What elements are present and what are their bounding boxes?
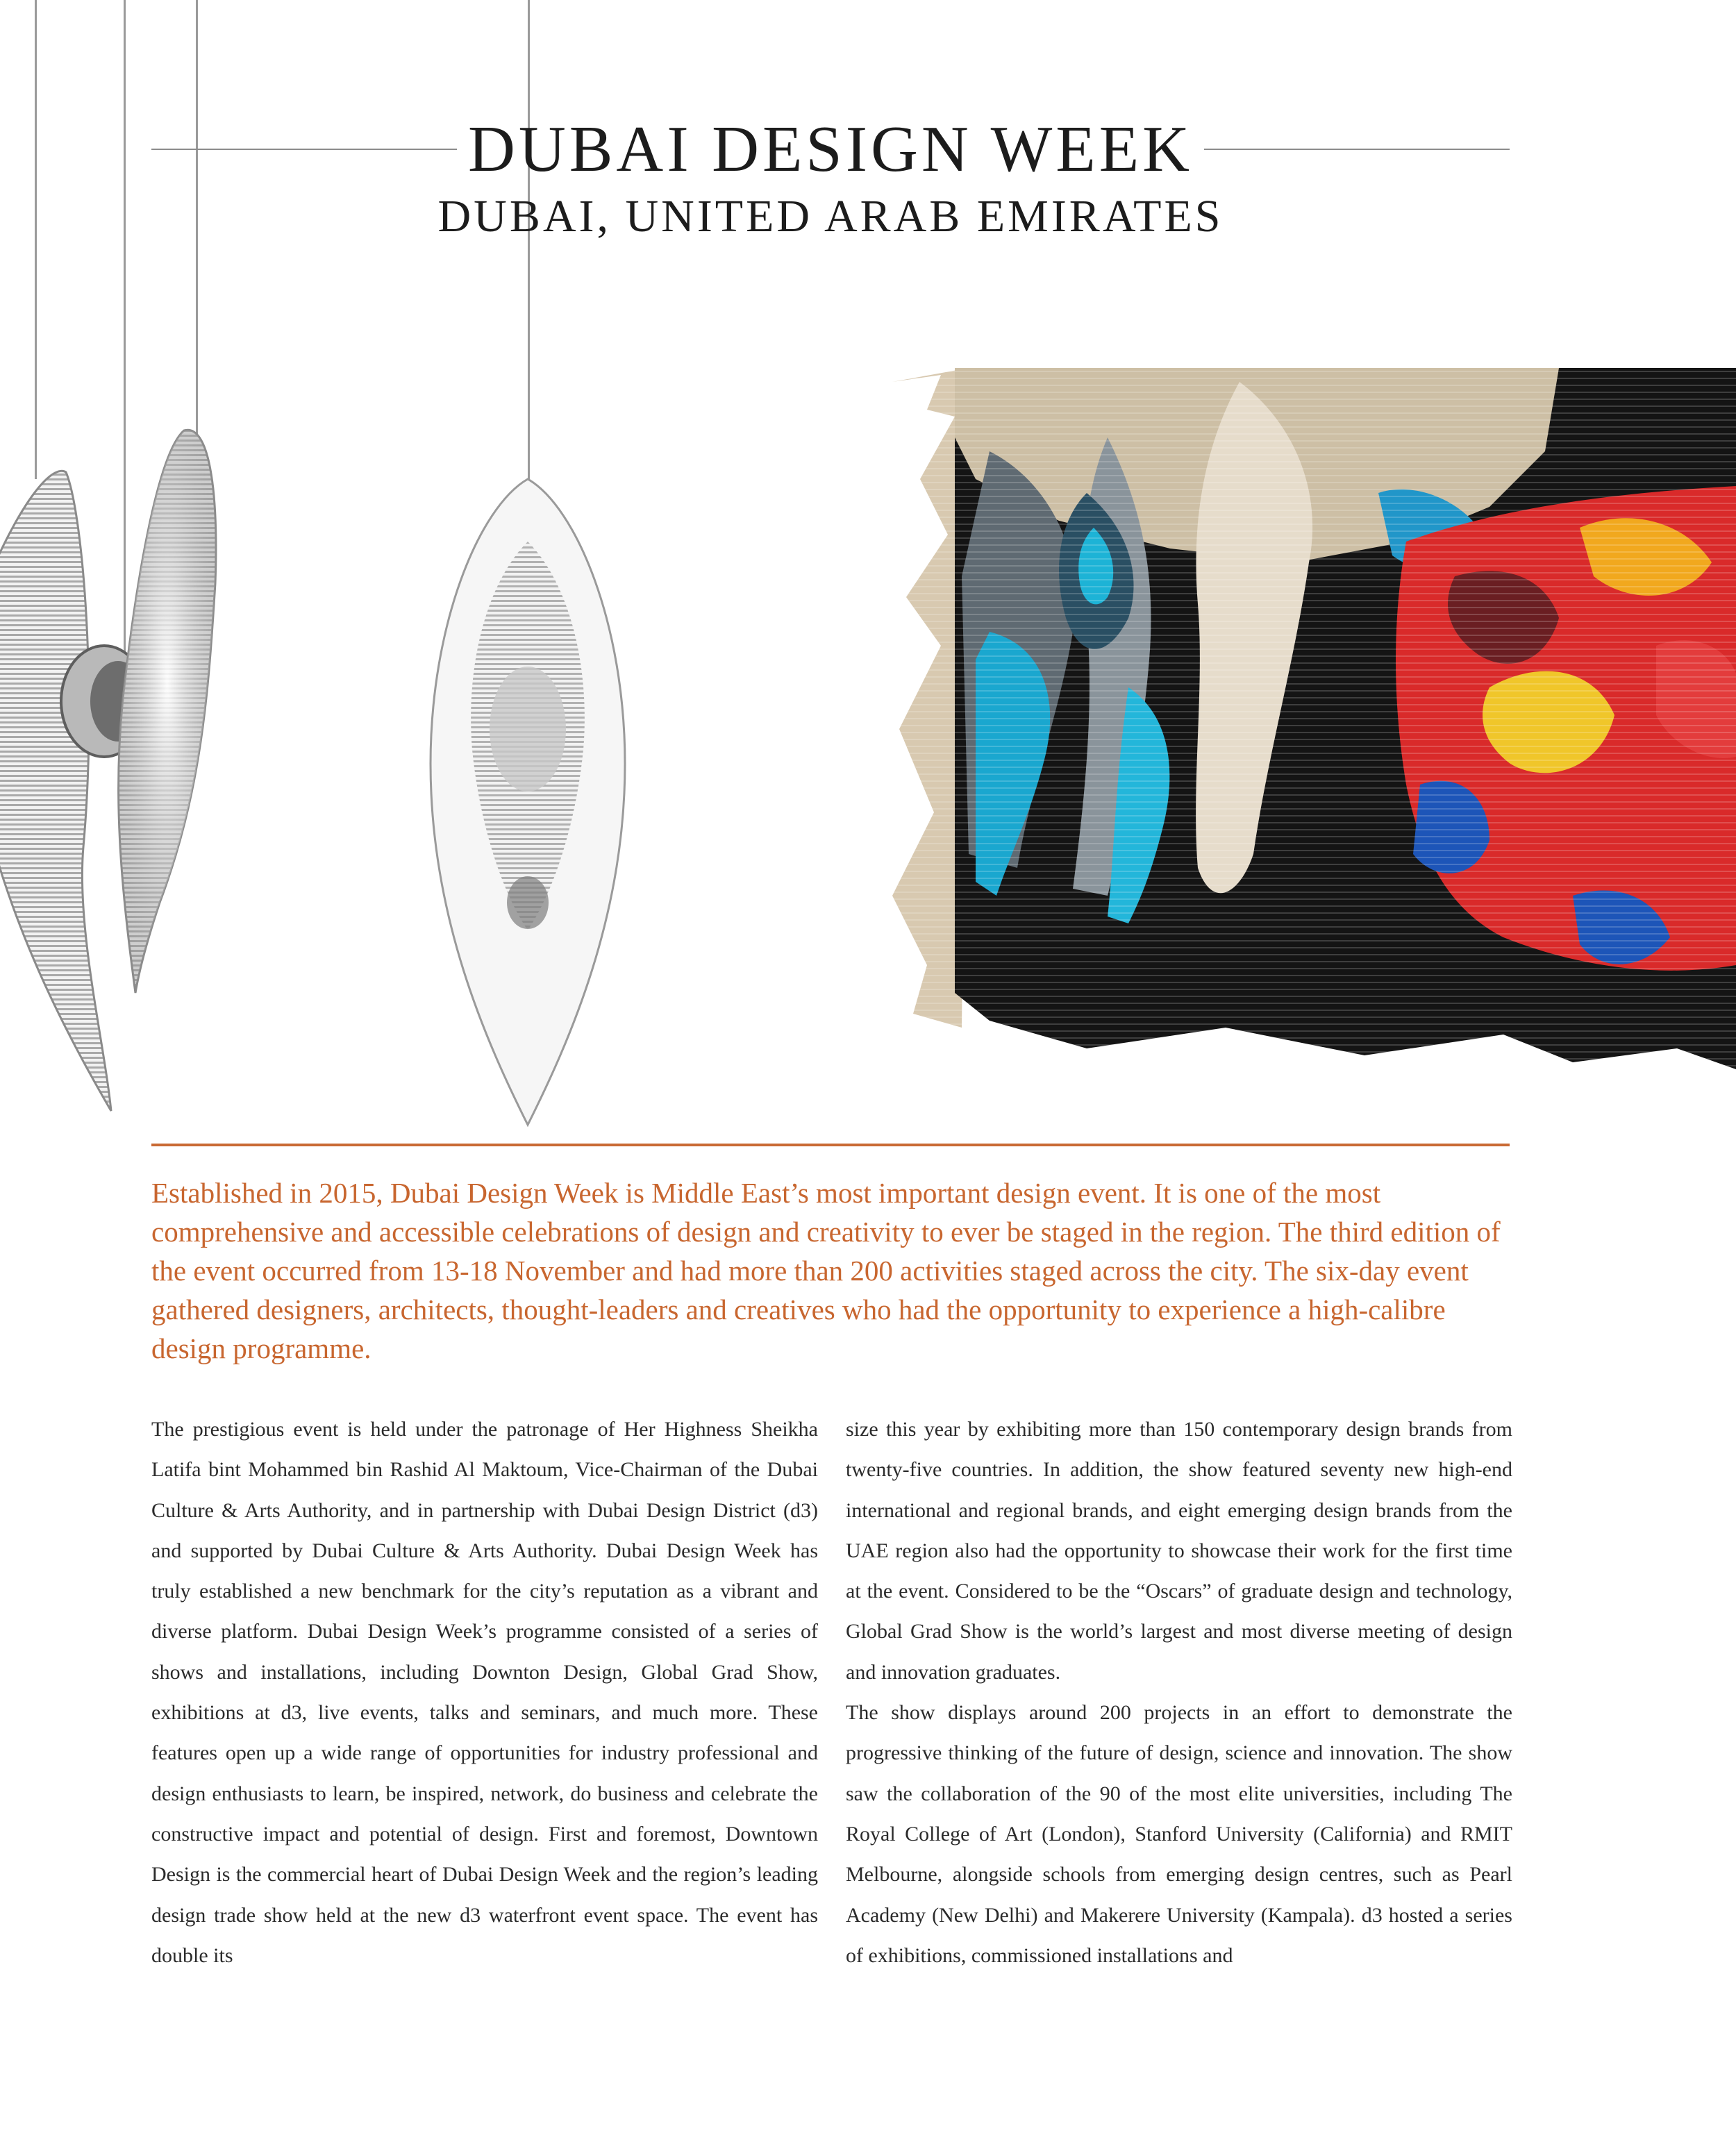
body-paragraph: The prestigious event is held under the patronage of Her Highness Sheikha Latifa bint Mohammed bin Rashid Al Maktoum, Vice-Chairman of the Dubai Culture & Arts Authority, and in partnership with Dubai Design District (d3) and supported by Dubai Culture & Arts Authority. Dubai Design Week has truly established a new benchmark for the city’s reputation as a vibrant and diverse platform. Dubai Design Week’s programme consisted of a series of shows and installations, including Downton Design, Global Grad Show, exhibitions at d3, live events, talks and seminars, and much more. These features open up a wide range of opportunities for industry professional and design enthusiasts to learn, be inspired, network, do business and celebrate the constructive impact and potential of design. First and foremost, Downtown Design is the commercial heart of Dubai Design Week and the region’s leading design trade show held at the new d3 waterfront event space. The event has double its <box>151 1418 818 1967</box>
body-column-left <box>151 1409 818 1976</box>
body-paragraph: The show displays around 200 projects in an effort to demonstrate the progressive thinking of the future of design, science and innovation. The show saw the collaboration of the 90 of the most elite universities, including The Royal College of Art (London), Stanford University (California) and RMIT Melbourne, alongside schools from emerging design centres, such as Pearl Academy (New Delhi) and Makerere University (Kampala). d3 hosted a series of exhibitions, commissioned installations and <box>846 1701 1512 1967</box>
lead-paragraph: Established in 2015, Dubai Design Week is Middle East’s most important design event. It is one of the most comprehensive and accessible celebrations of design and creativity to ever be staged in the region. The third edition of the event occurred from 13-18 November and had more than 200 activities staged across the city. The six-day event gathered designers, architects, thought-leaders and creatives who had the opportunity to experience a high-calibre design programme. <box>151 1177 1501 1364</box>
pendant-lights-image <box>0 403 694 1132</box>
page-title: DUBAI DESIGN WEEK <box>467 113 1194 185</box>
pendant-lights-graphic <box>0 403 694 1132</box>
tapestry-graphic <box>878 368 1736 1069</box>
lead-divider <box>151 1144 1510 1146</box>
body-paragraph: size this year by exhibiting more than 150 contemporary design brands from twenty-five countries. In addition, the show featured seventy new high-end international and regional brands, and eight emerging design brands from the UAE region also had the opportunity to showcase their work for the first time at the event. Considered to be the “Oscars” of graduate design and technology, Global Grad Show is the world’s largest and most diverse meeting of design and innovation graduates. <box>846 1418 1512 1684</box>
page-subtitle: DUBAI, UNITED ARAB EMIRATES <box>437 191 1224 242</box>
body-column-right <box>846 1409 1512 1976</box>
tapestry-image <box>878 368 1736 1069</box>
